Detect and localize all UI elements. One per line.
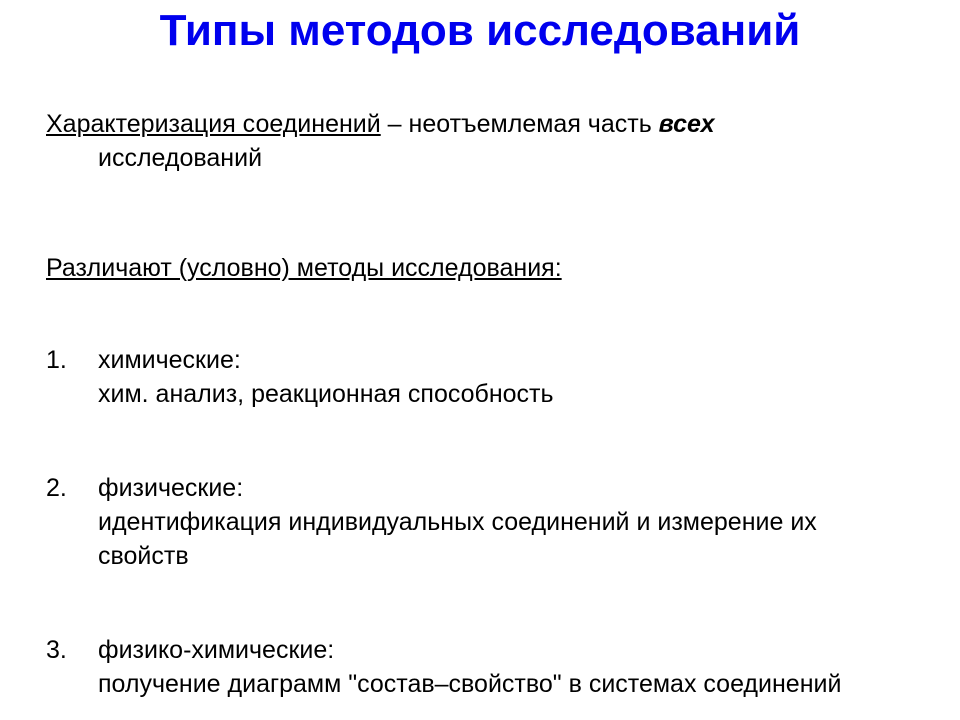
item-2-description-line-1: идентификация индивидуальных соединений и измерение их [98,508,817,536]
distinguish-heading: Различают (условно) методы исследования: [46,254,562,282]
item-2-name: физические: [98,474,244,502]
item-1-name: химические: [98,346,241,374]
item-3-name: физико-химические: [98,636,335,664]
intro-emphasis: всех [658,110,715,138]
item-2-description-line-2: свойств [98,542,189,570]
intro-continuation: исследований [98,144,263,172]
item-1-description: хим. анализ, реакционная способность [98,380,554,408]
item-3-description: получение диаграмм "состав–свойство" в системах соединений [98,670,842,698]
item-3-number: 3. [46,636,67,664]
item-2-number: 2. [46,474,67,502]
intro-term: Характеризация соединений [46,110,381,138]
intro-rest: – неотъемлемая часть [380,110,659,138]
slide-title: Типы методов исследований [159,6,801,55]
item-1-number: 1. [46,346,67,374]
intro-line [46,108,715,140]
